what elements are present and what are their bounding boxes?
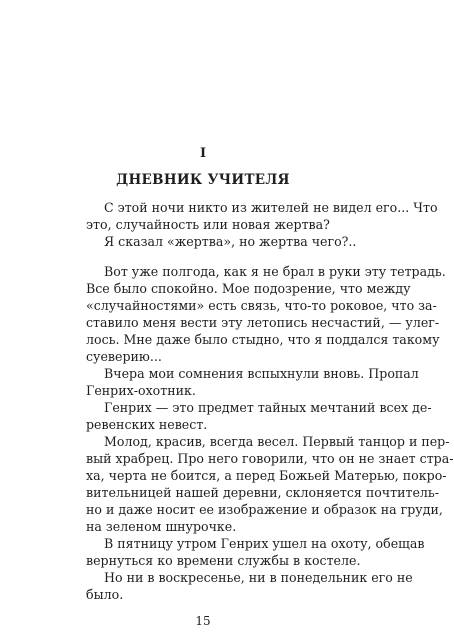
text-line: ревенских невест.: [86, 417, 208, 432]
page-number: 15: [195, 614, 211, 628]
text-line: на зеленом шнурочке.: [86, 519, 237, 534]
text-line: но и даже носит ее изображение и образок на груди,: [86, 502, 443, 517]
text-line: «случайностями» есть связь, что-то роковое, что за-: [86, 298, 437, 313]
text-line: Вот уже полгода, как я не брал в руки эту тетрадь.: [104, 264, 446, 279]
text-line: вительницей нашей деревни, склоняется почтитель-: [86, 485, 440, 500]
text-line: В пятницу утром Генрих ушел на охоту, обещав: [104, 536, 425, 551]
text-line: вернуться ко времени службы в костеле.: [86, 553, 361, 568]
text-line: лось. Мне даже было стыдно, что я поддался такому: [86, 332, 440, 347]
text-line: было.: [86, 587, 124, 602]
text-line: Генрих-охотник.: [86, 383, 196, 398]
text-line: Все было спокойно. Мое подозрение, что между: [86, 281, 411, 296]
text-line: Я сказал «жертва», но жертва чего?..: [104, 234, 357, 249]
text-line: ха, черта не боится, а перед Божьей Матерью, покро-: [86, 468, 447, 483]
text-line: Генрих — это предмет тайных мечтаний всех де-: [104, 400, 432, 415]
text-line: ставило меня вести эту летопись несчастий, — улег-: [86, 315, 440, 330]
text-line: С этой ночи никто из жителей не видел его... Что: [104, 200, 438, 215]
chapter-title: ДНЕВНИК УЧИТЕЛЯ: [116, 172, 290, 188]
text-line: суеверию...: [86, 349, 162, 364]
text-line: это, случайность или новая жертва?: [86, 217, 330, 232]
text-line: вый храбрец. Про него говорили, что он не знает стра-: [86, 451, 454, 466]
chapter-number: I: [199, 146, 207, 161]
text-line: Но ни в воскресенье, ни в понедельник его не: [104, 570, 413, 585]
text-line: Молод, красив, всегда весел. Первый танцор и пер-: [104, 434, 450, 449]
text-line: Вчера мои сомнения вспыхнули вновь. Пропал: [104, 366, 419, 381]
